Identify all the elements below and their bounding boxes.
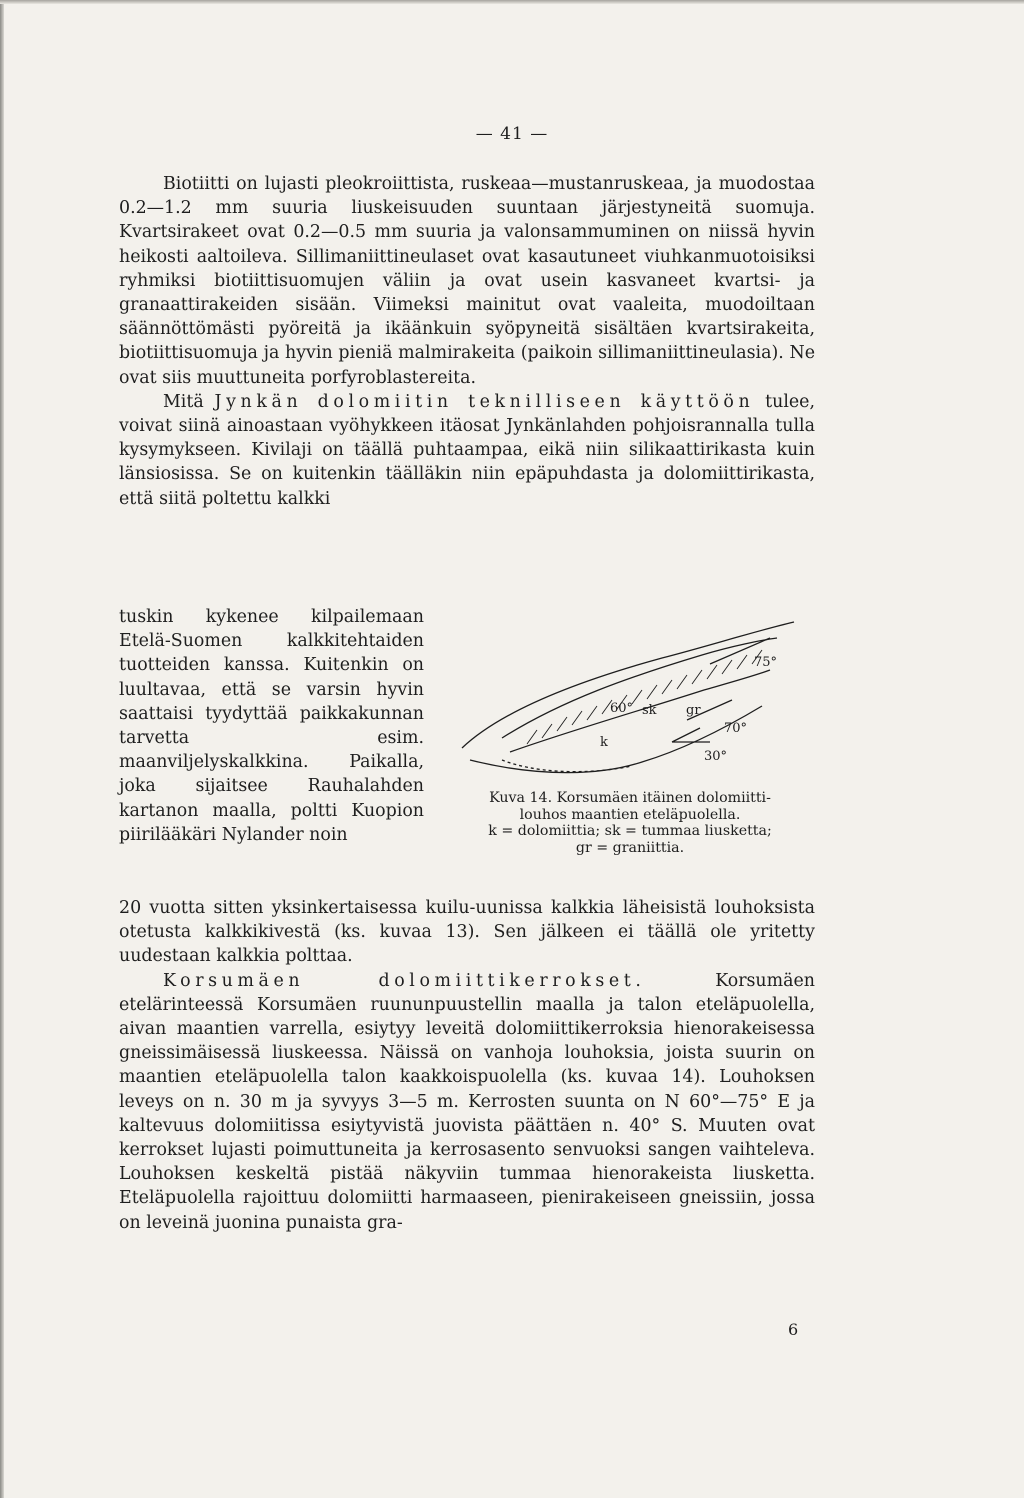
paragraph-after-figure: 20 vuotta sitten yksinkertaisessa kuilu-uunissa kalkkia läheisistä louhoksista otetusta kalkkikivestä (ks. kuvaa 13). Sen jälkeen ei täällä ole yritetty uudestaan kalkkia polttaa. [119, 898, 815, 967]
label-30: 30° [704, 749, 728, 764]
caption-line-3: k = dolomiittia; sk = tummaa liusketta; [488, 823, 772, 839]
page-number: — 41 — [475, 124, 549, 144]
figure-caption [438, 790, 822, 856]
signature-number: 6 [788, 1320, 799, 1339]
paragraph-jynka [119, 390, 815, 511]
label-sk: sk [642, 703, 657, 718]
label-gr: gr [686, 703, 701, 718]
label-75: 75° [754, 655, 778, 670]
caption-line-4: gr = graniittia. [575, 839, 685, 856]
paragraph-biotiitti: Biotiitti on lujasti pleokroiittista, ruskeaa—mustanruskeaa, ja muodostaa 0.2—1.2 mm suuria liuskeisuuden suuntaan järjestyneitä suomuja. Kvartsirakeet ovat 0.2—0.5 mm suuria ja valonsammuminen on niissä hyvin heikosti aaltoileva. Sillimaniittineulaset ovat kasautuneet viuhkanmuotoisiksi ryhmiksi biotiittisuomujen väliin ja ovat usein kasvaneet kvartsi- ja granaattirakeiden sisään. Viimeksi mainitut ovat vaaleita, muodoiltaan säännöttömästi pyöreitä ja ikäänkuin syöpyneitä sisältäen kvartsirakeita, biotiittisuomuja ja hyvin pieniä malmirakeita (paikoin sillimaniittineulasia). Ne ovat siis muuttuneita porfyroblastereita. [119, 174, 815, 388]
dolomite-band-lower [510, 670, 770, 752]
paragraph-korsumaki [119, 969, 815, 1235]
body-text-bottom [119, 896, 815, 1235]
korsumaki-rest: Korsumäen etelärinteessä Korsumäen ruununpuustellin maalla ja talon eteläpuolella, aivan maantien varrella, esiytyy leveitä dolomiittikerroksia hienorakeisessa gneissimäisessä liuskeessa. Näissä on vanhoja louhoksia, joista suurin on maantien eteläpuolella talon kaakkoispuolella (ks. kuvaa 14). Louhoksen leveys on n. 30 m ja syvyys 3—5 m. Kerrosten suunta on N 60°—75° E ja kaltevuus dolomiitissa esiytyvistä juovista päättäen n. 40° S. Muuten ovat kerrokset lujasti poimuttuneita ja kerrosasento senvuoksi sangen vaihteleva. Louhoksen keskeltä pistää näkyviin tummaa hienorakeista liusketta. Eteläpuolella rajoittuu dolomiitti harmaaseen, pienirakeiseen gneissiin, jossa on leveinä juonina punaista gra- [119, 970, 815, 1233]
page-edge-top [0, 0, 1024, 4]
label-60: 60° [610, 701, 634, 716]
korsumaki-spaced-term: Korsumäen dolomiittikerrokset. [163, 970, 646, 991]
page-edge-left [0, 0, 4, 1498]
label-70: 70° [724, 721, 748, 736]
quarry-outline [462, 622, 794, 773]
float-column-text: tuskin kykenee kilpailemaan Etelä-Suomen kalkkitehtaiden tuotteiden kanssa. Kuitenkin on luultavaa, että se varsin hyvin saattaisi tyydyttää paikkakunnan tarvetta esim. maanviljelyskalkkina. Paikalla, joka sijaitsee Rauhalahden kartanon maalla, poltti Kuopion piirilääkäri Nylander noin [119, 607, 424, 845]
figure-korsumaki-quarry [432, 610, 820, 790]
dip-arrow-30 [672, 728, 710, 742]
body-text-top [119, 172, 815, 511]
jynka-lead: Mitä [163, 391, 204, 412]
jynka-spaced-term: Jynkän dolomiitin teknilliseen käyttöön [214, 391, 755, 412]
caption-line-2: louhos maantien eteläpuolella. [519, 806, 741, 823]
jynka-rest: tulee, voivat siinä ainoastaan vyöhykkeen itäosat Jynkänlahden pohjoisrannalla tulla kysymykseen. Kivilaji on täällä puhtaampaa, eikä niin silikaattirikasta kuin länsiosissa. Se on kuitenkin täälläkin niin epäpuhdasta ja dolomiittirikasta, että siitä poltettu kalkki [119, 391, 815, 509]
label-k: k [600, 735, 608, 750]
caption-line-1: Kuva 14. Korsumäen itäinen dolomiitti- [489, 790, 771, 806]
